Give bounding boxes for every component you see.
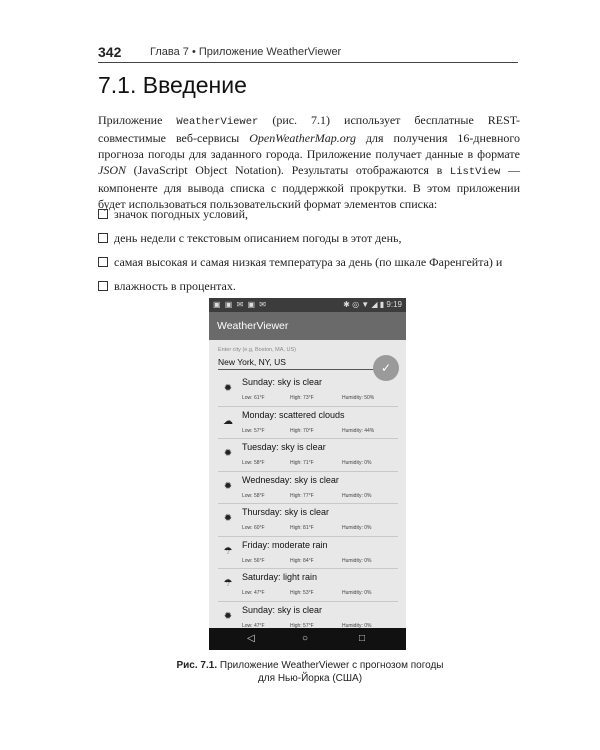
forecast-row[interactable]: [218, 537, 398, 570]
city-input-hint: Enter city (e.g, Boston, MA, US): [218, 347, 296, 353]
forecast-title: Tuesday: sky is clear: [242, 442, 326, 452]
forecast-title: Monday: scattered clouds: [242, 409, 345, 420]
sun-icon: ✹: [223, 610, 233, 622]
paragraph-text: для получения 16-дневного прогноза погоды для заданного города. Приложение получает данные в формате: [98, 131, 520, 161]
page-header: [98, 44, 518, 64]
list-item: [98, 254, 528, 270]
humidity: Humidity: 0%: [342, 525, 372, 531]
humidity: Humidity: 0%: [342, 492, 372, 499]
paragraph-text: (рис. 7.1) использует бесплатные REST-совместимые веб-сервисы: [98, 113, 521, 145]
recents-icon[interactable]: □: [359, 633, 366, 644]
code-weatherviewer: WeatherViewer: [176, 116, 259, 128]
humidity: Humidity: 0%: [342, 622, 372, 629]
app-title: WeatherViewer: [217, 320, 289, 332]
forecast-title: Friday: moderate rain: [242, 539, 328, 550]
caption-line2: для Нью-Йорка (США): [257, 673, 363, 684]
checkbox-bullet-icon: [98, 233, 108, 243]
rain-icon: ☂: [223, 578, 233, 589]
list-item-text: значок погодных условий,: [114, 207, 248, 221]
list-item: [98, 230, 528, 246]
forecast-row[interactable]: [218, 504, 398, 537]
running-title: Глава 7 • Приложение WeatherViewer: [150, 46, 342, 58]
low-temp: Low: 57°F: [242, 427, 265, 434]
low-temp: Low: 47°F: [242, 622, 265, 629]
forecast-title: Saturday: light rain: [242, 572, 318, 582]
city-input[interactable]: New York, NY, US: [218, 357, 286, 367]
caption-label: Рис. 7.1.: [176, 660, 218, 671]
humidity: Humidity: 0%: [342, 557, 372, 564]
notification-icons: ▣ ▣ ✉ ▣ ✉: [213, 300, 267, 309]
high-temp: High: 81°F: [290, 525, 314, 531]
code-listview: ListView: [449, 166, 501, 178]
sun-icon: ✹: [223, 513, 233, 524]
term-json: JSON: [98, 163, 126, 177]
forecast-list[interactable]: [218, 374, 398, 634]
app-bar: [209, 312, 406, 340]
header-rule: [98, 62, 518, 63]
back-icon[interactable]: ◁: [247, 633, 255, 644]
forecast-title: Sunday: sky is clear: [242, 377, 323, 387]
section-title: 7.1. Введение: [98, 72, 247, 98]
low-temp: Low: 61°F: [242, 395, 265, 401]
list-item-text: влажность в процентах.: [114, 279, 236, 293]
forecast-row[interactable]: [218, 472, 398, 505]
forecast-row[interactable]: [218, 407, 398, 440]
high-temp: High: 53°F: [290, 590, 314, 596]
high-temp: High: 70°F: [290, 427, 314, 434]
low-temp: Low: 58°F: [242, 492, 265, 499]
phone-screenshot: [209, 298, 406, 650]
high-temp: High: 71°F: [290, 460, 314, 466]
home-icon[interactable]: ○: [302, 633, 309, 644]
sun-icon: ✹: [223, 448, 233, 459]
paragraph-text: Приложение: [98, 113, 177, 127]
sun-icon: ✹: [223, 383, 233, 394]
list-item: [98, 206, 528, 222]
cloud-icon: ☁: [223, 415, 233, 427]
paragraph-text: (JavaScript Object Notation). Результаты отображаются в: [126, 163, 450, 177]
forecast-row[interactable]: [218, 374, 398, 407]
checkbox-bullet-icon: [98, 281, 108, 291]
forecast-title: Wednesday: sky is clear: [242, 474, 339, 485]
rain-icon: ☂: [223, 545, 233, 557]
link-openweathermap: OpenWeatherMap.org: [249, 131, 356, 145]
high-temp: High: 73°F: [290, 395, 314, 401]
high-temp: High: 57°F: [290, 622, 314, 629]
forecast-title: Thursday: sky is clear: [242, 507, 330, 517]
checkbox-bullet-icon: [98, 257, 108, 267]
forecast-row[interactable]: [218, 439, 398, 472]
forecast-row[interactable]: [218, 569, 398, 602]
list-item: [98, 278, 528, 294]
sun-icon: ✹: [223, 480, 233, 492]
checkbox-bullet-icon: [98, 209, 108, 219]
low-temp: Low: 60°F: [242, 525, 265, 531]
page-number: 342: [98, 44, 122, 60]
low-temp: Low: 58°F: [242, 460, 265, 466]
status-bar: [209, 298, 406, 312]
check-icon[interactable]: ✓: [373, 355, 399, 381]
low-temp: Low: 56°F: [242, 557, 265, 564]
list-item-text: день недели с текстовым описанием погоды в этот день,: [114, 231, 402, 245]
paragraph-text: — компоненте для вывода списка с поддержкой прокрутки. В этом приложении будет использоваться пользовательский формат элементов списка:: [98, 163, 521, 211]
high-temp: High: 84°F: [290, 557, 314, 564]
feature-list: [98, 206, 528, 302]
humidity: Humidity: 0%: [342, 460, 372, 466]
humidity: Humidity: 0%: [342, 590, 372, 596]
high-temp: High: 77°F: [290, 492, 314, 499]
intro-paragraph: [98, 112, 520, 212]
figure-caption: [150, 659, 470, 685]
list-item-text: самая высокая и самая низкая температура за день (по шкале Фаренгейта) и: [114, 255, 503, 269]
navigation-bar: [209, 628, 406, 650]
humidity: Humidity: 44%: [342, 427, 375, 434]
caption-line1: Приложение WeatherViewer с прогнозом погоды: [217, 660, 444, 671]
humidity: Humidity: 50%: [342, 395, 375, 401]
forecast-title: Sunday: sky is clear: [242, 604, 323, 615]
city-input-underline: [218, 369, 380, 370]
low-temp: Low: 47°F: [242, 590, 265, 596]
status-icons: ✱ ◎ ▼ ◢ ▮ 9:19: [343, 300, 402, 309]
